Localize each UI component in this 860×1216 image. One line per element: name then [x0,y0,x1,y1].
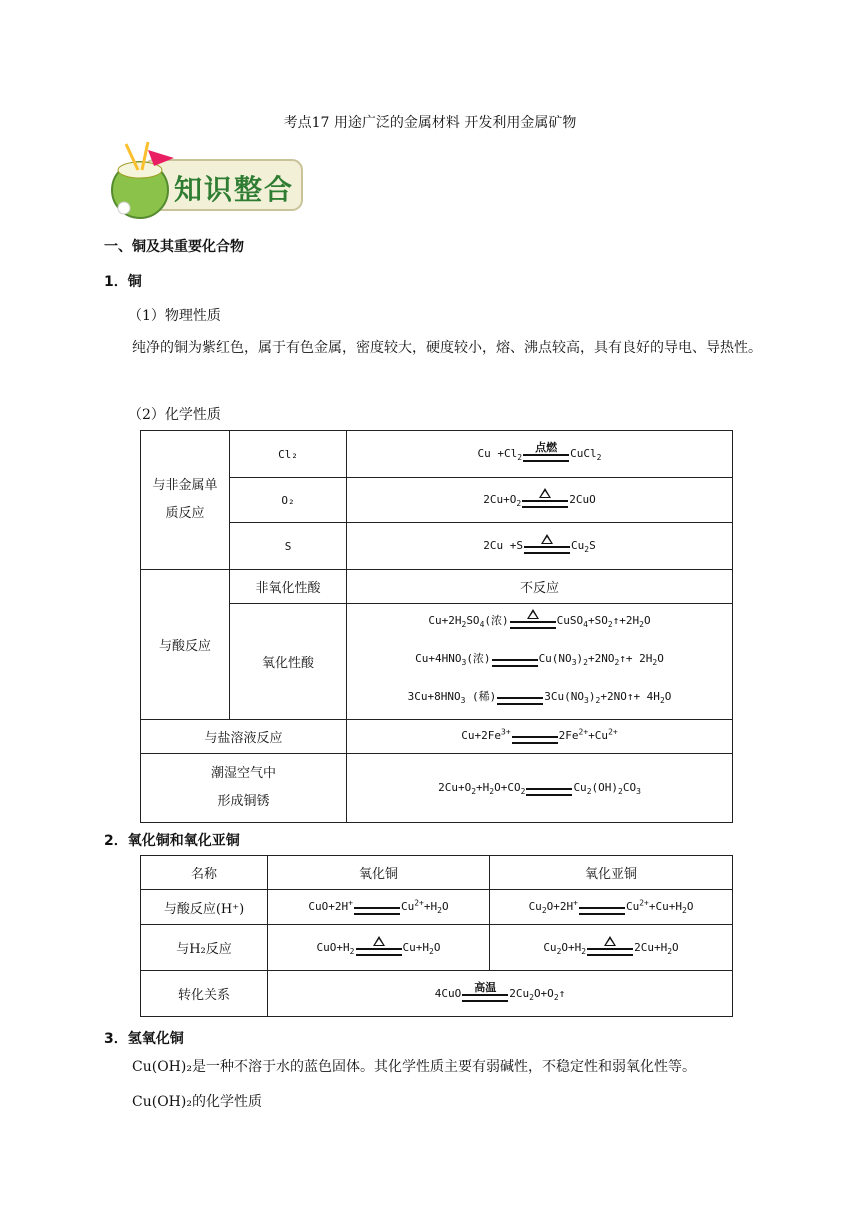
section-heading-1: 一、铜及其重要化合物 [104,239,244,255]
physical-properties-text: 纯净的铜为紫红色，属于有色金属，密度较大，硬度较小，熔、沸点较高，具有良好的导电、导热性。 [132,340,762,356]
cuo-h2-equation: $CuO+H_2$ $Cu+H_2O$ [268,925,490,971]
chemical-properties-label: （2）化学性质 [128,407,221,423]
hydroxide-text: Cu(OH)₂是一种不溶于水的蓝色固体。其化学性质主要有弱碱性，不稳定性和弱氧化性等。 [132,1059,696,1075]
heat-triangle-icon [604,936,616,946]
s-label: S [230,523,347,570]
page-title: 考点17 用途广泛的金属材料 开发利用金属矿物 [283,115,577,131]
row-conversion-label: 转化关系 [141,971,268,1017]
salt-solution-label: 与盐溶液反应 [141,719,347,753]
row-acid-label: 与酸反应(H⁺) [141,890,268,925]
cl2-label: Cl₂ [230,431,347,478]
subsection-copper-oxides: 2．氧化铜和氧化亚铜 [104,833,240,849]
cu2o-h2-equation: $Cu_2O+H_2$ $2Cu+H_2O$ [490,925,733,971]
header-cuo: 氧化铜 [268,856,490,890]
copper-oxides-table [140,855,733,1017]
badge-text: 知识整合 [174,173,295,206]
heat-triangle-icon [539,488,551,498]
header-name: 名称 [141,856,268,890]
nonmetal-group: 与非金属单质反应 [141,431,230,570]
hydroxide-chem-label: Cu(OH)₂的化学性质 [132,1094,262,1110]
moist-air-label: 潮湿空气中 形成铜锈 [141,753,347,822]
cuo-acid-equation: CuO+2H+ $Cu^{2+}+H_2O$ [268,890,490,925]
knowledge-badge [104,140,304,222]
s-equation: 2Cu +S $Cu_2S$ [347,523,733,570]
oxidizing-acid-equations: $Cu+2H_2SO_4$(浓) $CuSO_4+SO_2↑+2H_2O$ $Cu+4HNO_3$(浓) $Cu(NO_3)_2+2NO_2↑+ 2H_2O$ $3Cu+8HNO_3$ (稀) $3Cu(NO_3)_2+2NO↑+ 4H_2O$ [347,604,733,720]
physical-properties-label: （1）物理性质 [128,308,221,324]
cl2-equation: $Cu +Cl_2$ 点燃 CuCl$_2$ [347,431,733,478]
patina-equation: $2Cu+O_2+H_2O+CO_2$ $Cu_2(OH)_2CO_3$ [347,753,733,822]
row-h2-label: 与H₂反应 [141,925,268,971]
header-cu2o: 氧化亚铜 [490,856,733,890]
oxidizing-acid-label: 氧化性酸 [230,604,347,720]
heat-triangle-icon [541,534,553,544]
salt-equation: $Cu+2Fe^{3+}$ $2Fe^{2+}+Cu^{2+}$ [347,719,733,753]
heat-triangle-icon [527,609,539,619]
heat-triangle-icon [373,936,385,946]
cu2o-acid-equation: $Cu_2O+2H^+$ $Cu^{2+}+Cu+H_2O$ [490,890,733,925]
subsection-copper: 1．铜 [104,274,142,290]
no-reaction: 不反应 [347,570,733,604]
o2-label: O₂ [230,478,347,523]
copper-reactions-table [140,430,733,823]
o2-equation: $2Cu+O_2$ 2CuO [347,478,733,523]
nonoxidizing-acid-label: 非氧化性酸 [230,570,347,604]
subsection-copper-hydroxide: 3．氢氧化铜 [104,1031,184,1047]
acid-group: 与酸反应 [141,570,230,720]
conversion-equation: 4CuO 高温 $2Cu_2O+O_2↑$ [268,971,733,1017]
